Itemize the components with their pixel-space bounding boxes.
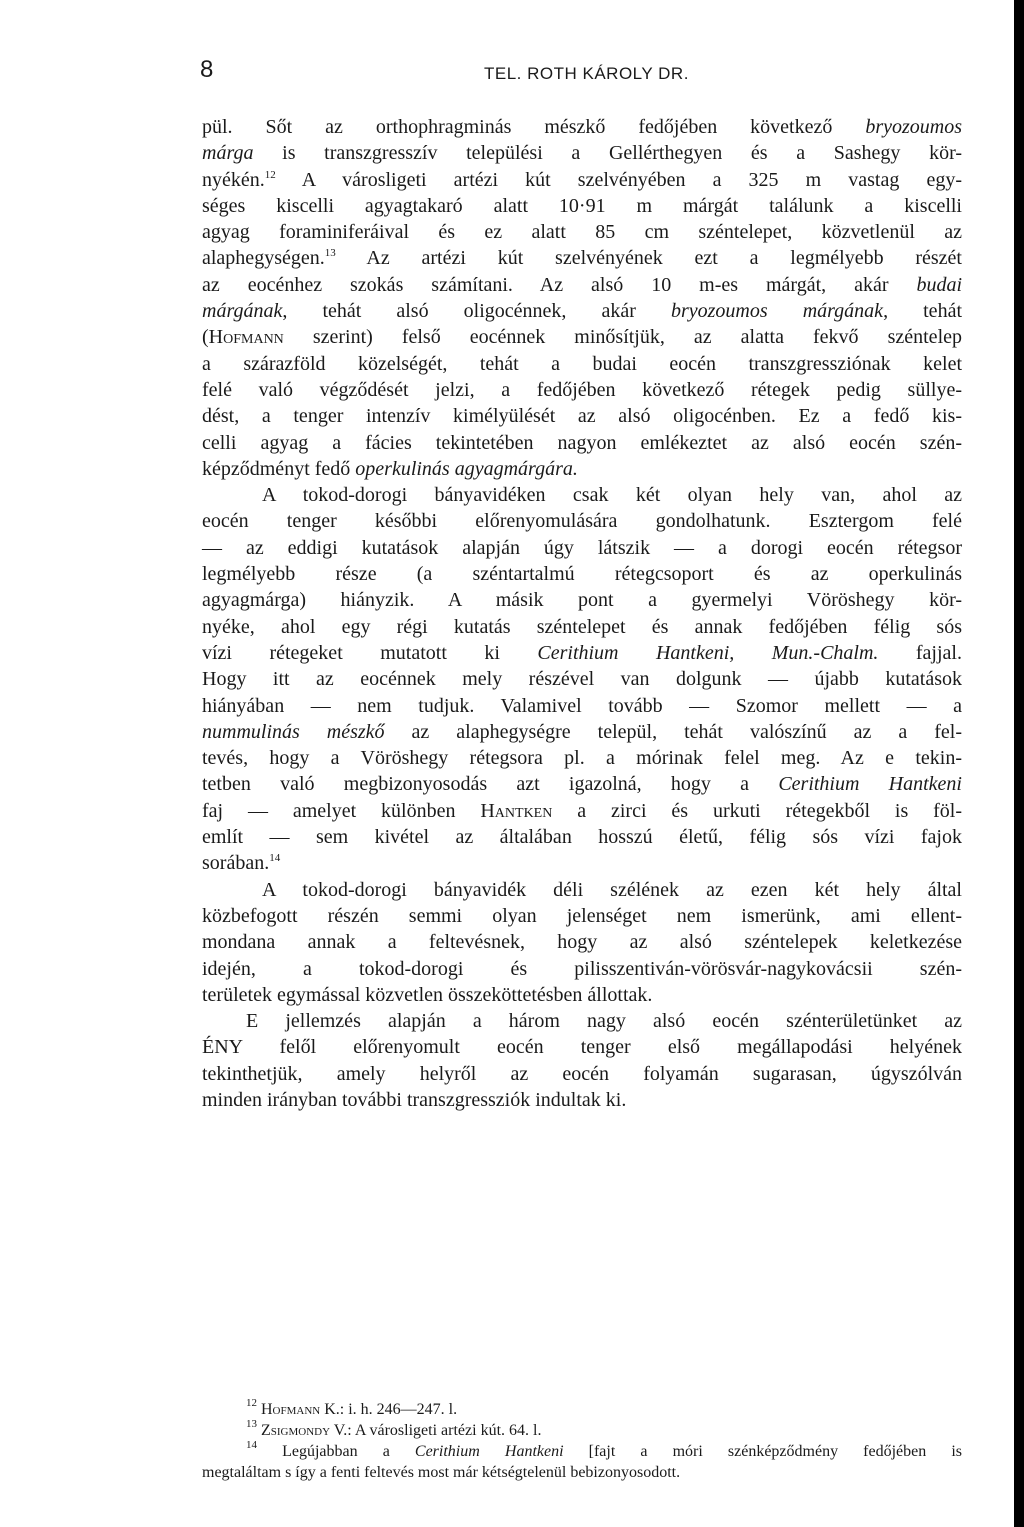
italic-term: nummulinás mészkő xyxy=(202,720,385,743)
text-run: A városligeti artézi kút szelvényében a 325 m vastag egy- xyxy=(275,168,962,191)
text-line xyxy=(202,140,962,166)
text-line: Hogy itt az eocénnek mely részével van dolgunk — újabb kutatások xyxy=(202,668,962,691)
footnote-ref: 14 xyxy=(269,852,281,865)
text-line: celli agyag a fácies tekintetében nagyon emlékeztet az alsó eocén szén- xyxy=(202,431,962,454)
footnotes xyxy=(202,1399,962,1483)
text-run: képződményt fedő xyxy=(202,457,356,480)
text-line xyxy=(202,1441,962,1462)
text-line: ÉNY felől előrenyomult eocén tenger első megállapodási helyének xyxy=(202,1036,962,1059)
text-line xyxy=(202,167,962,193)
italic-term: Cerithium Hantkeni xyxy=(414,1443,564,1460)
text-run: a zirci és urkuti rétegekből is föl- xyxy=(552,799,962,822)
text-run: Az artézi kút szelvényének ezt a legmélyebb részét xyxy=(335,247,962,270)
footnote-14 xyxy=(202,1441,962,1483)
author-name: Zsigmondy xyxy=(261,1422,331,1439)
text-run: nyékén. xyxy=(202,168,265,191)
text-line: megtaláltam s így a fenti feltevés most már kétségtelenül bebizonyosodott. xyxy=(202,1464,681,1481)
italic-term: bryozoumos xyxy=(865,116,962,138)
text-line xyxy=(202,324,962,350)
text-line: felé való végződését jelzi, a fedőjében következő rétegek pedig süllye- xyxy=(202,378,962,401)
text-line: tevés, hogy a Vöröshegy rétegsora pl. a mórinak felel meg. Az e tekin- xyxy=(202,747,962,770)
text-line: E jellemzés alapján a három nagy alsó eocén szénterületünket az xyxy=(246,1010,962,1033)
paragraph-4 xyxy=(202,1008,962,1113)
text-run: az alaphegységre települ, tehát valószínű az a fel- xyxy=(384,720,962,743)
text-line: területek egymással közvetlen összeköttetésben állottak. xyxy=(202,983,653,1006)
footnote-13 xyxy=(202,1420,962,1441)
footnote-text: V.: A városligeti artézi kút. 64. l. xyxy=(330,1422,542,1439)
text-run: , tehát alsó oligocénnek, akár xyxy=(282,300,671,323)
text-line: agyagmárga) hiányzik. A másik pont a gyermelyi Vöröshegy kör- xyxy=(202,589,962,612)
text-line xyxy=(202,245,962,271)
italic-term: márgának xyxy=(202,300,283,323)
body-text xyxy=(202,114,962,1113)
author-name: Hofmann xyxy=(261,1401,321,1418)
text-line xyxy=(202,640,962,666)
text-line xyxy=(202,850,962,876)
text-line: minden irányban további transzgressziók indultak ki. xyxy=(202,1088,627,1111)
text-line: közbefogott részén semmi olyan jelenséget nem ismerünk, ami ellent- xyxy=(202,904,962,927)
footnote-number: 14 xyxy=(246,1439,257,1451)
text-run: vízi rétegeket mutatott ki xyxy=(202,641,538,664)
text-line: A tokod-dorogi bányavidék déli szélének az ezen két hely által xyxy=(262,878,962,901)
italic-term: budai xyxy=(916,273,962,296)
text-line xyxy=(202,798,962,824)
italic-term: Cerithium Hantkeni xyxy=(778,773,962,796)
text-line: a szárazföld közelségét, tehát a budai eocén transzgressziónak kelet xyxy=(202,352,962,375)
footnote-ref: 13 xyxy=(324,247,336,260)
footnote-number: 12 xyxy=(246,1397,257,1409)
text-line xyxy=(202,456,962,482)
text-line: említ — sem kivétel az általában hosszú életű, félig sós vízi fajok xyxy=(202,826,962,849)
footnote-text: [fajt a móri szénképződmény fedőjében is xyxy=(563,1443,962,1460)
text-run: szerint) felső eocénnek minősítjük, az alatta fekvő széntelep xyxy=(283,326,962,349)
text-line: agyag foraminiferáival és ez alatt 85 cm széntelepet, közvetlenül az xyxy=(202,221,962,244)
text-run: sorában. xyxy=(202,852,270,875)
footnote-text: Legújabban a xyxy=(257,1443,415,1460)
text-line xyxy=(202,771,962,797)
text-line: hiányában — nem tudjuk. Valamivel tovább — Szomor mellett — a xyxy=(202,694,962,717)
author-name: Hantken xyxy=(480,799,553,822)
page-number: 8 xyxy=(200,56,214,83)
text-line: idején, a tokod-dorogi és pilisszentiván-vörösvár-nagykovácsii szén- xyxy=(202,957,962,980)
italic-term: operkulinás agyagmárgára. xyxy=(355,457,578,480)
text-run: alaphegységen. xyxy=(202,247,325,270)
text-run: , tehát xyxy=(883,300,962,323)
text-run: is transzgresszív települési a Gellérthegyen és a Sashegy kör- xyxy=(253,142,962,165)
text-line: séges kiscelli agyagtakaró alatt 10·91 m márgát találunk a kiscelli xyxy=(202,194,962,217)
text-line: nyéke, ahol egy régi kutatás széntelepet és annak fedőjében félig sós xyxy=(202,615,962,638)
text-line: eocén tenger későbbi előrenyomulására gondolhatunk. Esztergom felé xyxy=(202,510,962,533)
text-line: dést, a tenger intenzív kimélyülését az alsó oligocénben. Ez a fedő kis- xyxy=(202,405,962,428)
italic-term: bryozoumos márgának xyxy=(670,300,884,323)
footnote-12 xyxy=(202,1399,962,1420)
author-name: Hofmann xyxy=(208,326,284,349)
text-run: ( xyxy=(202,326,209,349)
text-line: legmélyebb része (a széntartalmú rétegcsoport és az operkulinás xyxy=(202,563,962,586)
text-line xyxy=(202,114,962,140)
text-run: tetben való megbizonyosodás azt igazolná, hogy a xyxy=(202,773,779,796)
text-line: — az eddigi kutatások alapján úgy látszik — a dorogi eocén rétegsor xyxy=(202,536,962,559)
italic-term: márga xyxy=(202,142,254,165)
running-head: TEL. ROTH KÁROLY DR. xyxy=(484,64,689,83)
text-line xyxy=(202,272,962,298)
paragraph-1 xyxy=(202,114,962,482)
text-line: mondana annak a feltevésnek, hogy az alsó széntelepek keletkezése xyxy=(202,931,962,954)
text-run: pül. Sőt az orthophragminás mészkő fedőjében következő xyxy=(202,116,866,138)
text-run: faj — amelyet különben xyxy=(202,799,481,822)
footnote-text: K.: i. h. 246—247. l. xyxy=(320,1401,458,1418)
text-run: fajjal. xyxy=(878,641,962,664)
text-line: tekinthetjük, amely helyről az eocén folyamán sugarasan, úgyszólván xyxy=(202,1062,962,1085)
text-line xyxy=(202,719,962,745)
italic-term: Cerithium Hantkeni, Mun.-Chalm. xyxy=(537,641,879,664)
paragraph-3 xyxy=(202,877,962,1008)
text-run: az eocénhez szokás számítani. Az alsó 10 m-es márgát, akár xyxy=(202,273,917,296)
paragraph-2 xyxy=(202,482,962,876)
footnote-number: 13 xyxy=(246,1418,257,1430)
text-line xyxy=(202,298,962,324)
text-line: A tokod-dorogi bányavidéken csak két olyan hely van, ahol az xyxy=(262,484,962,507)
footnote-ref: 12 xyxy=(264,168,276,181)
